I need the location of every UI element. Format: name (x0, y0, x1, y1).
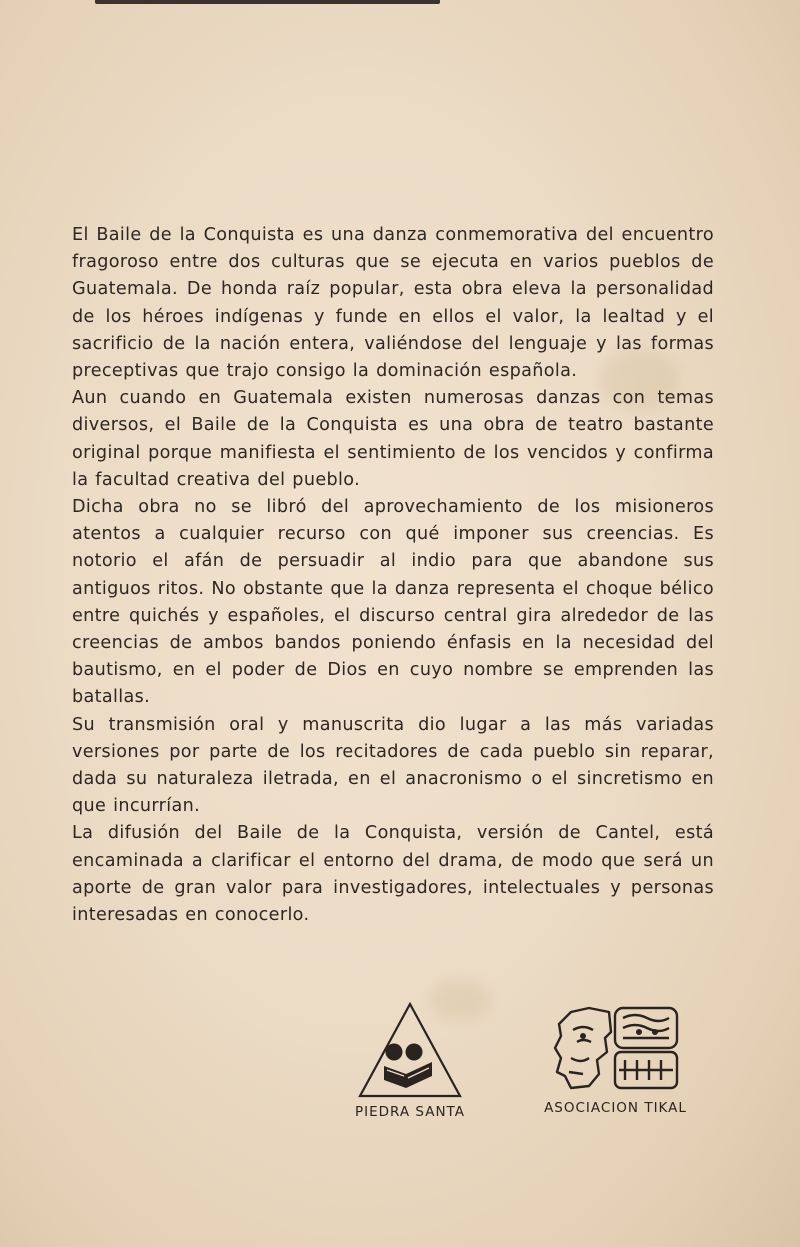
paragraph-4: Su transmisión oral y manuscrita dio lugar a las más variadas versiones por parte de los recitadores de cada pueblo sin reparar, dada su naturaleza iletrada, en el anacronismo o el sincretismo en que incurrían. (72, 714, 714, 817)
mayan-glyph-icon (549, 1002, 683, 1094)
triangle-book-icon (354, 1000, 466, 1100)
top-edge-strip (95, 0, 440, 4)
back-cover-text (72, 222, 714, 929)
piedra-santa-logo (340, 1000, 480, 1120)
paragraph-2: Aun cuando en Guatemala existen numerosas danzas con temas diversos, el Baile de la Conquista es una obra de teatro bastante original porque manifiesta el sentimiento de los vencidos y confirma la facultad creativa del pueblo. (72, 388, 714, 490)
asociacion-tikal-label: ASOCIACION TIKAL (544, 1100, 687, 1116)
paragraph-3: Dicha obra no se libró del aprovechamiento de los misioneros atentos a cualquier recurso con qué imponer sus creencias. Es notorio el afán de persuadir al indio para que abandone sus antiguos ritos. No obstante que la danza representa el choque bélico entre quichés y españoles, el discurso central gira alrededor de las creencias de ambos bandos poniendo énfasis en la necesidad del bautismo, en el poder de Dios en cuyo nombre se emprenden las batallas. (72, 497, 714, 708)
asociacion-tikal-logo (528, 1002, 703, 1116)
paragraph-5: La difusión del Baile de la Conquista, versión de Cantel, está encaminada a clarificar el entorno del drama, de modo que será un aporte de gran valor para investigadores, intelectuales y personas interesadas en conocerlo. (72, 823, 714, 926)
piedra-santa-label: PIEDRA SANTA (355, 1104, 465, 1120)
paragraph-1: El Baile de la Conquista es una danza conmemorativa del encuentro fragoroso entre dos culturas que se ejecuta en varios pueblos de Guatemala. De honda raíz popular, esta obra eleva la personalidad de los héroes indígenas y funde en ellos el valor, la lealtad y el sacrificio de la nación entera, valiéndose del lenguaje y las formas preceptivas que trajo consigo la dominación española. (72, 225, 714, 382)
